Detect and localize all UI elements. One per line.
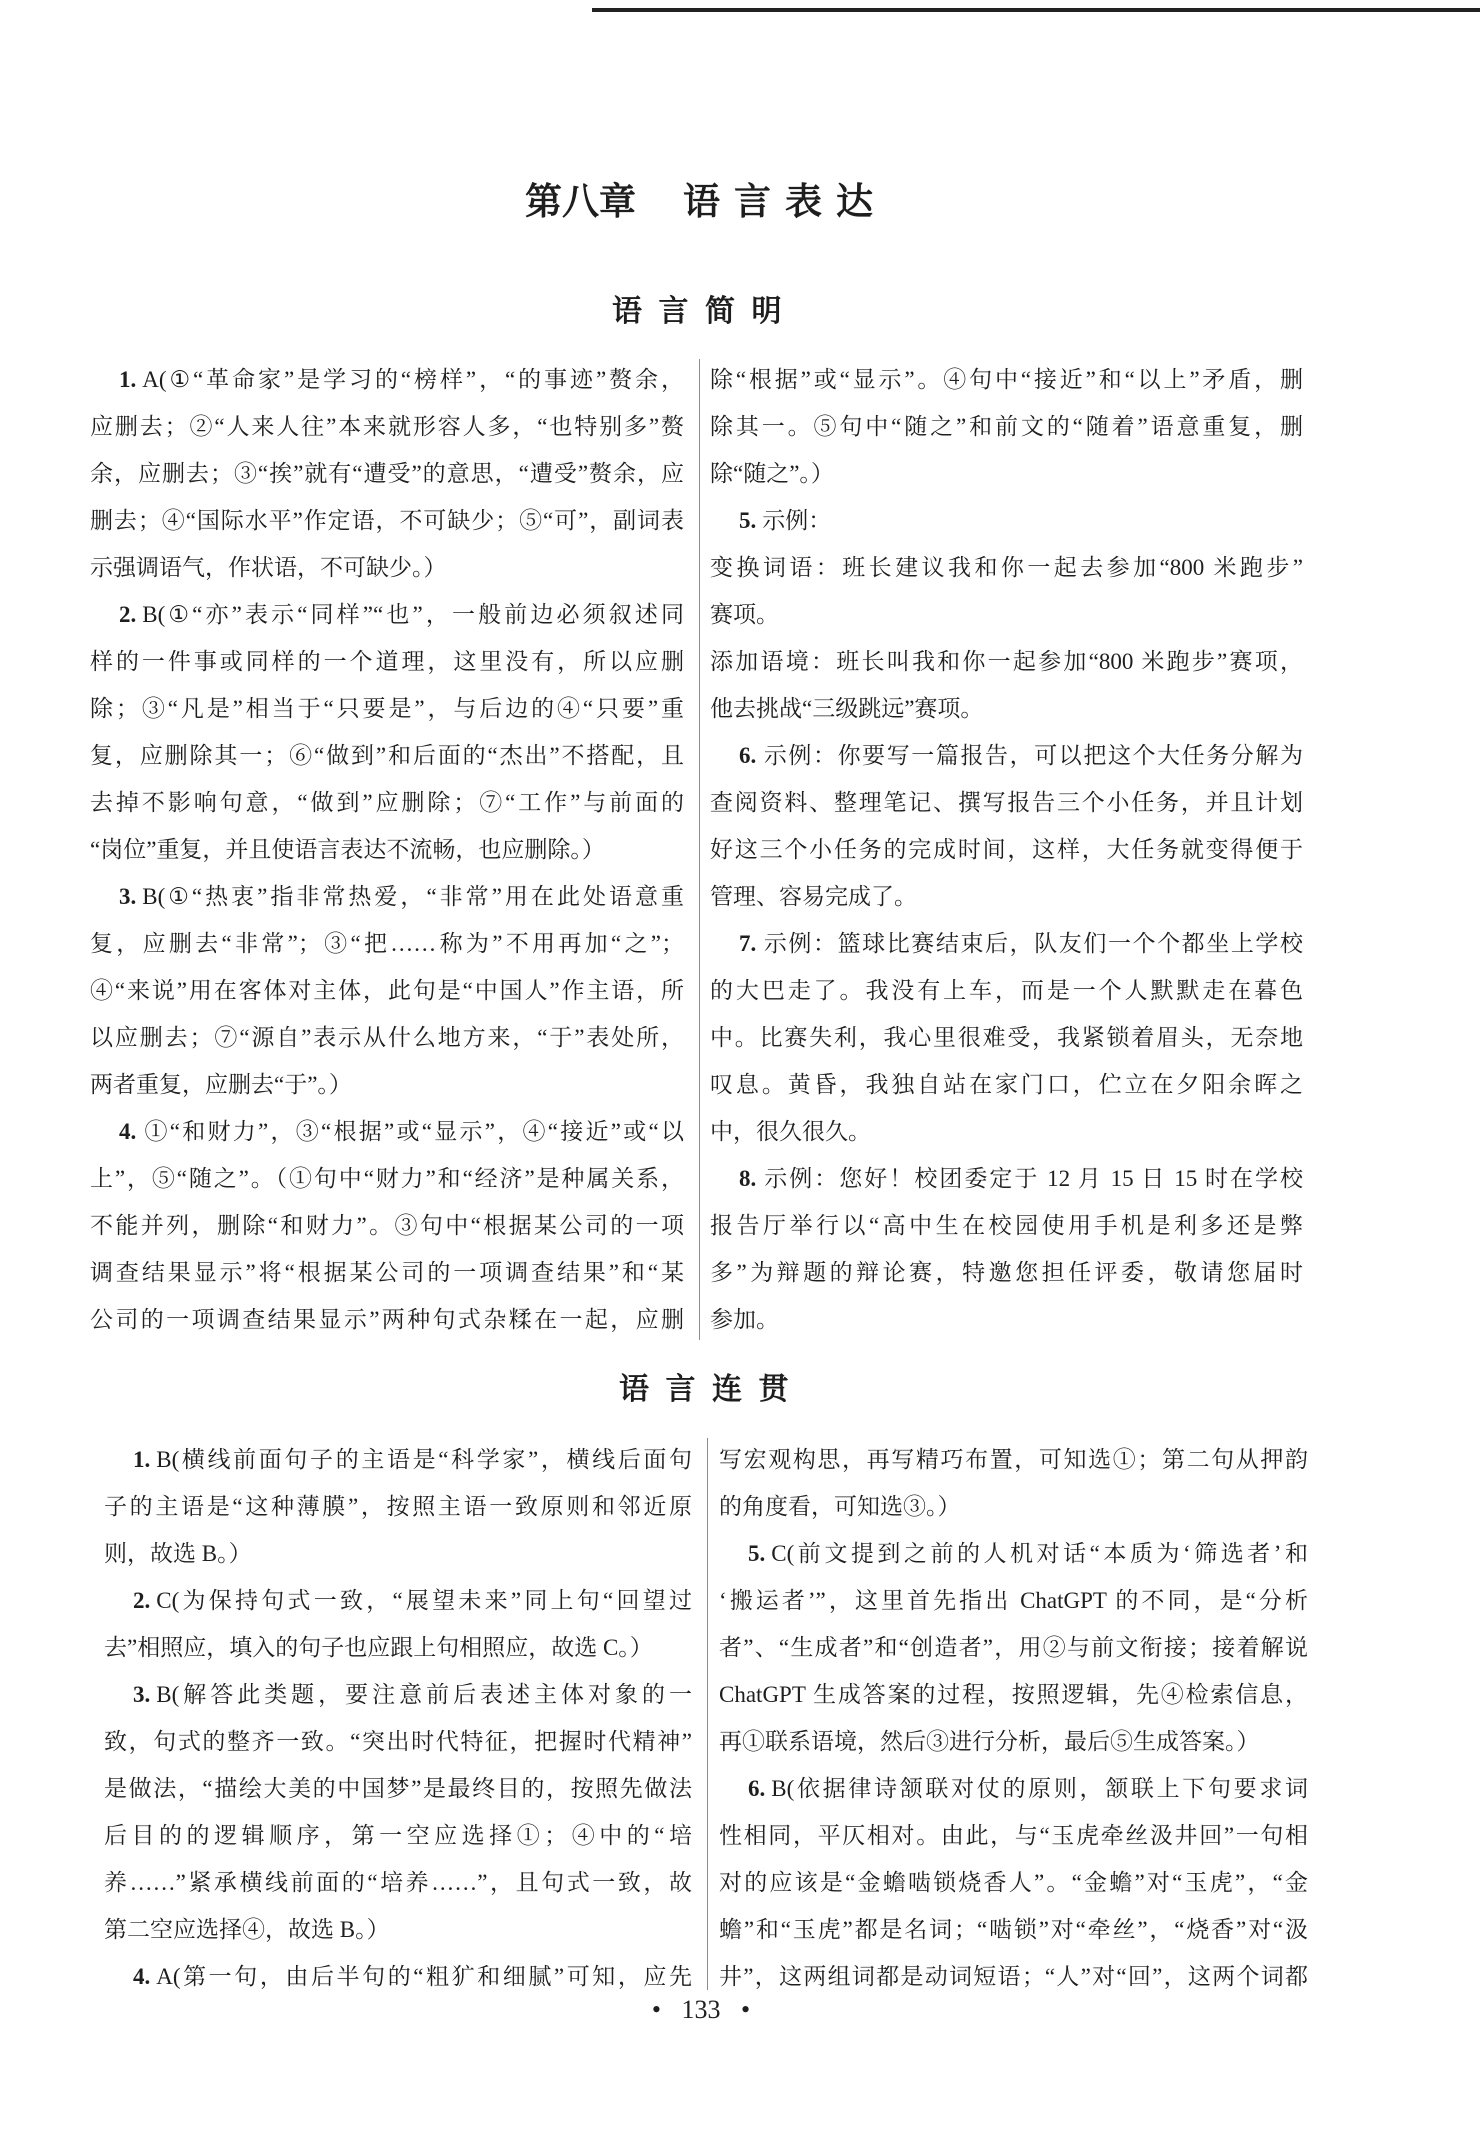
line-text: 除其一。⑤句中“随之”和前文的“随着”语意重复，删 xyxy=(710,414,1303,439)
line-text: 复，应删除其一；⑥“做到”和后面的“杰出”不搭配，且 xyxy=(90,743,684,768)
item-number: 1. xyxy=(133,1447,151,1472)
answer-paragraph xyxy=(710,544,1303,638)
answer-paragraph xyxy=(104,1577,692,1671)
text-line xyxy=(719,1671,1308,1718)
line-text: 示例：你要写一篇报告，可以把这个大任务分解为 xyxy=(762,743,1303,768)
text-line xyxy=(710,497,1303,544)
item-number: 3. xyxy=(133,1682,151,1707)
line-text: 除“根据”或“显示”。④句中“接近”和“以上”矛盾，删 xyxy=(710,367,1303,392)
line-text: C(前文提到之前的人机对话“本质为‘筛选者’和 xyxy=(771,1541,1308,1566)
line-text: 者”、“生成者”和“创造者”，用②与前文衔接；接着解说 xyxy=(719,1635,1308,1660)
line-text: 删去；④“国际水平”作定语，不可缺少；⑤“可”，副词表 xyxy=(90,508,684,533)
answer-paragraph xyxy=(710,1155,1303,1343)
line-text: B(①“亦”表示“同样”“也”，一般前边必须叙述同 xyxy=(142,602,684,627)
line-text: 中，很久很久。 xyxy=(710,1119,871,1144)
top-rule xyxy=(592,8,1480,12)
line-text: 应删去；②“人来人往”本来就形容人多，“也特别多”赘 xyxy=(90,414,684,439)
text-line xyxy=(90,403,684,450)
chapter-name: 语言表达 xyxy=(683,182,887,223)
answer-paragraph xyxy=(710,497,1303,544)
column-divider xyxy=(707,1438,708,1990)
item-number: 5. xyxy=(739,508,757,533)
line-text: 赛项。 xyxy=(710,602,779,627)
text-line xyxy=(104,1718,692,1765)
text-line xyxy=(104,1859,692,1906)
page-number: • 133 • xyxy=(651,1995,751,2024)
line-text: 变换词语：班长建议我和你一起去参加“800 米跑步” xyxy=(710,555,1303,580)
answer-paragraph xyxy=(710,638,1303,732)
line-text: ④“来说”用在客体对主体，此句是“中国人”作主语，所 xyxy=(90,978,684,1003)
text-line xyxy=(90,685,684,732)
answer-paragraph xyxy=(90,873,684,1108)
line-text: ‘搬运者’”，这里首先指出 ChatGPT 的不同，是“分析 xyxy=(719,1588,1308,1613)
line-text: 管理、容易完成了。 xyxy=(710,884,917,909)
text-line xyxy=(710,1296,1303,1343)
line-text: 参加。 xyxy=(710,1307,779,1332)
text-line xyxy=(710,1155,1303,1202)
chapter-number: 第八章 xyxy=(525,182,636,223)
chapter-title xyxy=(525,182,887,224)
text-line xyxy=(710,967,1303,1014)
answer-paragraph xyxy=(719,1436,1308,1530)
text-line xyxy=(710,1061,1303,1108)
line-text: 去掉不影响句意，“做到”应删除；⑦“工作”与前面的 xyxy=(90,790,684,815)
text-line xyxy=(710,450,1303,497)
text-line xyxy=(710,403,1303,450)
text-line xyxy=(90,1061,684,1108)
item-number: 4. xyxy=(119,1119,137,1144)
text-line xyxy=(719,1624,1308,1671)
text-line xyxy=(104,1577,692,1624)
column-divider xyxy=(699,359,700,1340)
line-text: 性相同，平仄相对。由此，与“玉虎牵丝汲井回”一句相 xyxy=(719,1823,1308,1848)
line-text: 两者重复，应删去“于”。） xyxy=(90,1072,352,1097)
text-line xyxy=(710,1202,1303,1249)
text-line xyxy=(90,967,684,1014)
text-line xyxy=(90,873,684,920)
answer-paragraph xyxy=(719,1765,1308,2000)
line-text: 则，故选 B。） xyxy=(104,1541,252,1566)
line-text: 示例： xyxy=(762,508,832,533)
text-line xyxy=(104,1436,692,1483)
text-line xyxy=(90,450,684,497)
text-line xyxy=(710,591,1303,638)
section-heading: 语言简明 xyxy=(612,295,798,328)
line-text: B(①“热衷”指非常热爱，“非常”用在此处语意重 xyxy=(142,884,684,909)
item-number: 5. xyxy=(748,1541,766,1566)
item-number: 2. xyxy=(119,602,137,627)
text-line xyxy=(710,685,1303,732)
line-text: 多”为辩题的辩论赛，特邀您担任评委，敬请您届时 xyxy=(710,1260,1303,1285)
text-line xyxy=(90,1249,684,1296)
text-line xyxy=(90,920,684,967)
answer-paragraph xyxy=(90,356,684,591)
column-left xyxy=(90,356,684,1343)
answer-paragraph xyxy=(710,732,1303,920)
line-text: 是做法，“描绘大美的中国梦”是最终目的，按照先做法 xyxy=(104,1776,692,1801)
line-text: 示强调语气，作状语，不可缺少。） xyxy=(90,555,447,580)
text-line xyxy=(710,638,1303,685)
text-line xyxy=(90,826,684,873)
text-line xyxy=(90,544,684,591)
line-text: 添加语境：班长叫我和你一起参加“800 米跑步”赛项， xyxy=(710,649,1303,674)
text-line xyxy=(719,1812,1308,1859)
column-left xyxy=(104,1436,692,2000)
item-number: 1. xyxy=(119,367,137,392)
item-number: 2. xyxy=(133,1588,151,1613)
text-line xyxy=(104,1953,692,2000)
answer-paragraph xyxy=(90,591,684,873)
text-line xyxy=(104,1906,692,1953)
line-text: 好这三个小任务的完成时间，这样，大任务就变得便于 xyxy=(710,837,1303,862)
answer-paragraph xyxy=(104,1436,692,1577)
text-line xyxy=(104,1624,692,1671)
text-line xyxy=(719,1530,1308,1577)
line-text: 写宏观构思，再写精巧布置，可知选①；第二句从押韵 xyxy=(719,1447,1308,1472)
text-line xyxy=(710,544,1303,591)
line-text: 报告厅举行以“高中生在校园使用手机是利多还是弊 xyxy=(710,1213,1303,1238)
line-text: 中。比赛失利，我心里很难受，我紧锁着眉头，无奈地 xyxy=(710,1025,1303,1050)
line-text: 调查结果显示”将“根据某公司的一项调查结果”和“某 xyxy=(90,1260,684,1285)
text-line xyxy=(104,1530,692,1577)
text-line xyxy=(104,1671,692,1718)
answer-paragraph xyxy=(710,356,1303,497)
line-text: 对的应该是“金蟾啮锁烧香人”。“金蟾”对“玉虎”，“金 xyxy=(719,1870,1308,1895)
item-number: 4. xyxy=(133,1964,151,1989)
answer-paragraph xyxy=(710,920,1303,1155)
line-text: 后目的的逻辑顺序，第一空应选择①；④中的“培 xyxy=(104,1823,692,1848)
text-line xyxy=(104,1765,692,1812)
line-text: B(横线前面句子的主语是“科学家”，横线后面句 xyxy=(156,1447,692,1472)
line-text: 子的主语是“这种薄膜”，按照主语一致原则和邻近原 xyxy=(104,1494,692,1519)
item-number: 7. xyxy=(739,931,757,956)
answer-paragraph xyxy=(719,1530,1308,1765)
line-text: 以应删去；⑦“源自”表示从什么地方来，“于”表处所， xyxy=(90,1025,684,1050)
text-line xyxy=(719,1859,1308,1906)
line-text: 的角度看，可知选③。） xyxy=(719,1494,961,1519)
text-line xyxy=(719,1765,1308,1812)
line-text: 他去挑战“三级跳远”赛项。 xyxy=(710,696,984,721)
item-number: 8. xyxy=(739,1166,757,1191)
text-line xyxy=(90,591,684,638)
line-text: 的大巴走了。我没有上车，而是一个人默默走在暮色 xyxy=(710,978,1303,1003)
text-line xyxy=(719,1483,1308,1530)
answer-paragraph xyxy=(104,1953,692,2000)
item-number: 6. xyxy=(748,1776,766,1801)
line-text: 除“随之”。） xyxy=(710,461,834,486)
line-text: 样的一件事或同样的一个道理，这里没有，所以应删 xyxy=(90,649,684,674)
text-line xyxy=(90,1202,684,1249)
line-text: C(为保持句式一致，“展望未来”同上句“回望过 xyxy=(156,1588,692,1613)
text-line xyxy=(710,826,1303,873)
line-text: 叹息。黄昏，我独自站在家门口，伫立在夕阳余晖之 xyxy=(710,1072,1303,1097)
text-line xyxy=(104,1812,692,1859)
text-line xyxy=(710,1014,1303,1061)
column-right xyxy=(719,1436,1308,2000)
line-text: B(解答此类题，要注意前后表述主体对象的一 xyxy=(156,1682,692,1707)
line-text: 蟾”和“玉虎”都是名词；“啮锁”对“牵丝”，“烧香”对“汲 xyxy=(719,1917,1308,1942)
text-line xyxy=(104,1483,692,1530)
text-line xyxy=(719,1577,1308,1624)
text-line xyxy=(90,1296,684,1343)
text-line xyxy=(719,1436,1308,1483)
text-line xyxy=(90,732,684,779)
line-text: ①“和财力”，③“根据”或“显示”，④“接近”或“以 xyxy=(142,1119,684,1144)
line-text: 致，句式的整齐一致。“突出时代特征，把握时代精神” xyxy=(104,1729,692,1754)
line-text: 养……”紧承横线前面的“培养……”，且句式一致，故 xyxy=(104,1870,692,1895)
text-line xyxy=(90,1014,684,1061)
text-line xyxy=(710,779,1303,826)
section-heading: 语言连贯 xyxy=(619,1373,805,1406)
text-line xyxy=(710,356,1303,403)
text-line xyxy=(90,1155,684,1202)
line-text: A(第一句，由后半句的“粗犷和细腻”可知，应先 xyxy=(156,1964,692,1989)
text-line xyxy=(90,638,684,685)
text-line xyxy=(719,1906,1308,1953)
item-number: 3. xyxy=(119,884,137,909)
text-line xyxy=(90,356,684,403)
text-line xyxy=(710,920,1303,967)
line-text: 复，应删去“非常”；③“把……称为”不用再加“之”； xyxy=(90,931,684,956)
text-line xyxy=(719,1718,1308,1765)
text-line xyxy=(710,873,1303,920)
line-text: 上”，⑤“随之”。（①句中“财力”和“经济”是种属关系， xyxy=(90,1166,684,1191)
text-line xyxy=(710,1249,1303,1296)
line-text: 余，应删去；③“挨”就有“遭受”的意思，“遭受”赘余，应 xyxy=(90,461,684,486)
line-text: 去”相照应，填入的句子也应跟上句相照应，故选 C。） xyxy=(104,1635,653,1660)
text-line xyxy=(719,1953,1308,2000)
text-line xyxy=(90,779,684,826)
line-text: 查阅资料、整理笔记、撰写报告三个小任务，并且计划 xyxy=(710,790,1303,815)
line-text: 第二空应选择④，故选 B。） xyxy=(104,1917,390,1942)
line-text: 不能并列，删除“和财力”。③句中“根据某公司的一项 xyxy=(90,1213,684,1238)
text-line xyxy=(710,732,1303,779)
line-text: ChatGPT 生成答案的过程，按照逻辑，先④检索信息， xyxy=(719,1682,1308,1707)
text-line xyxy=(90,497,684,544)
column-right xyxy=(710,356,1303,1343)
line-text: 公司的一项调查结果显示”两种句式杂糅在一起，应删 xyxy=(90,1307,684,1332)
text-line xyxy=(710,1108,1303,1155)
answer-paragraph xyxy=(90,1108,684,1343)
text-line xyxy=(90,1108,684,1155)
line-text: 示例：您好！校团委定于 12 月 15 日 15 时在学校 xyxy=(762,1166,1303,1191)
item-number: 6. xyxy=(739,743,757,768)
line-text: 再①联系语境，然后③进行分析，最后⑤生成答案。） xyxy=(719,1729,1260,1754)
answer-paragraph xyxy=(104,1671,692,1953)
line-text: 示例：篮球比赛结束后，队友们一个个都坐上学校 xyxy=(762,931,1303,956)
line-text: B(依据律诗颔联对仗的原则，颔联上下句要求词 xyxy=(771,1776,1308,1801)
line-text: “岗位”重复，并且使语言表达不流畅，也应删除。） xyxy=(90,837,605,862)
line-text: A(①“革命家”是学习的“榜样”，“的事迹”赘余， xyxy=(142,367,684,392)
line-text: 除；③“凡是”相当于“只要是”，与后边的④“只要”重 xyxy=(90,696,684,721)
line-text: 井”，这两组词都是动词短语；“人”对“回”，这两个词都 xyxy=(719,1964,1308,1989)
